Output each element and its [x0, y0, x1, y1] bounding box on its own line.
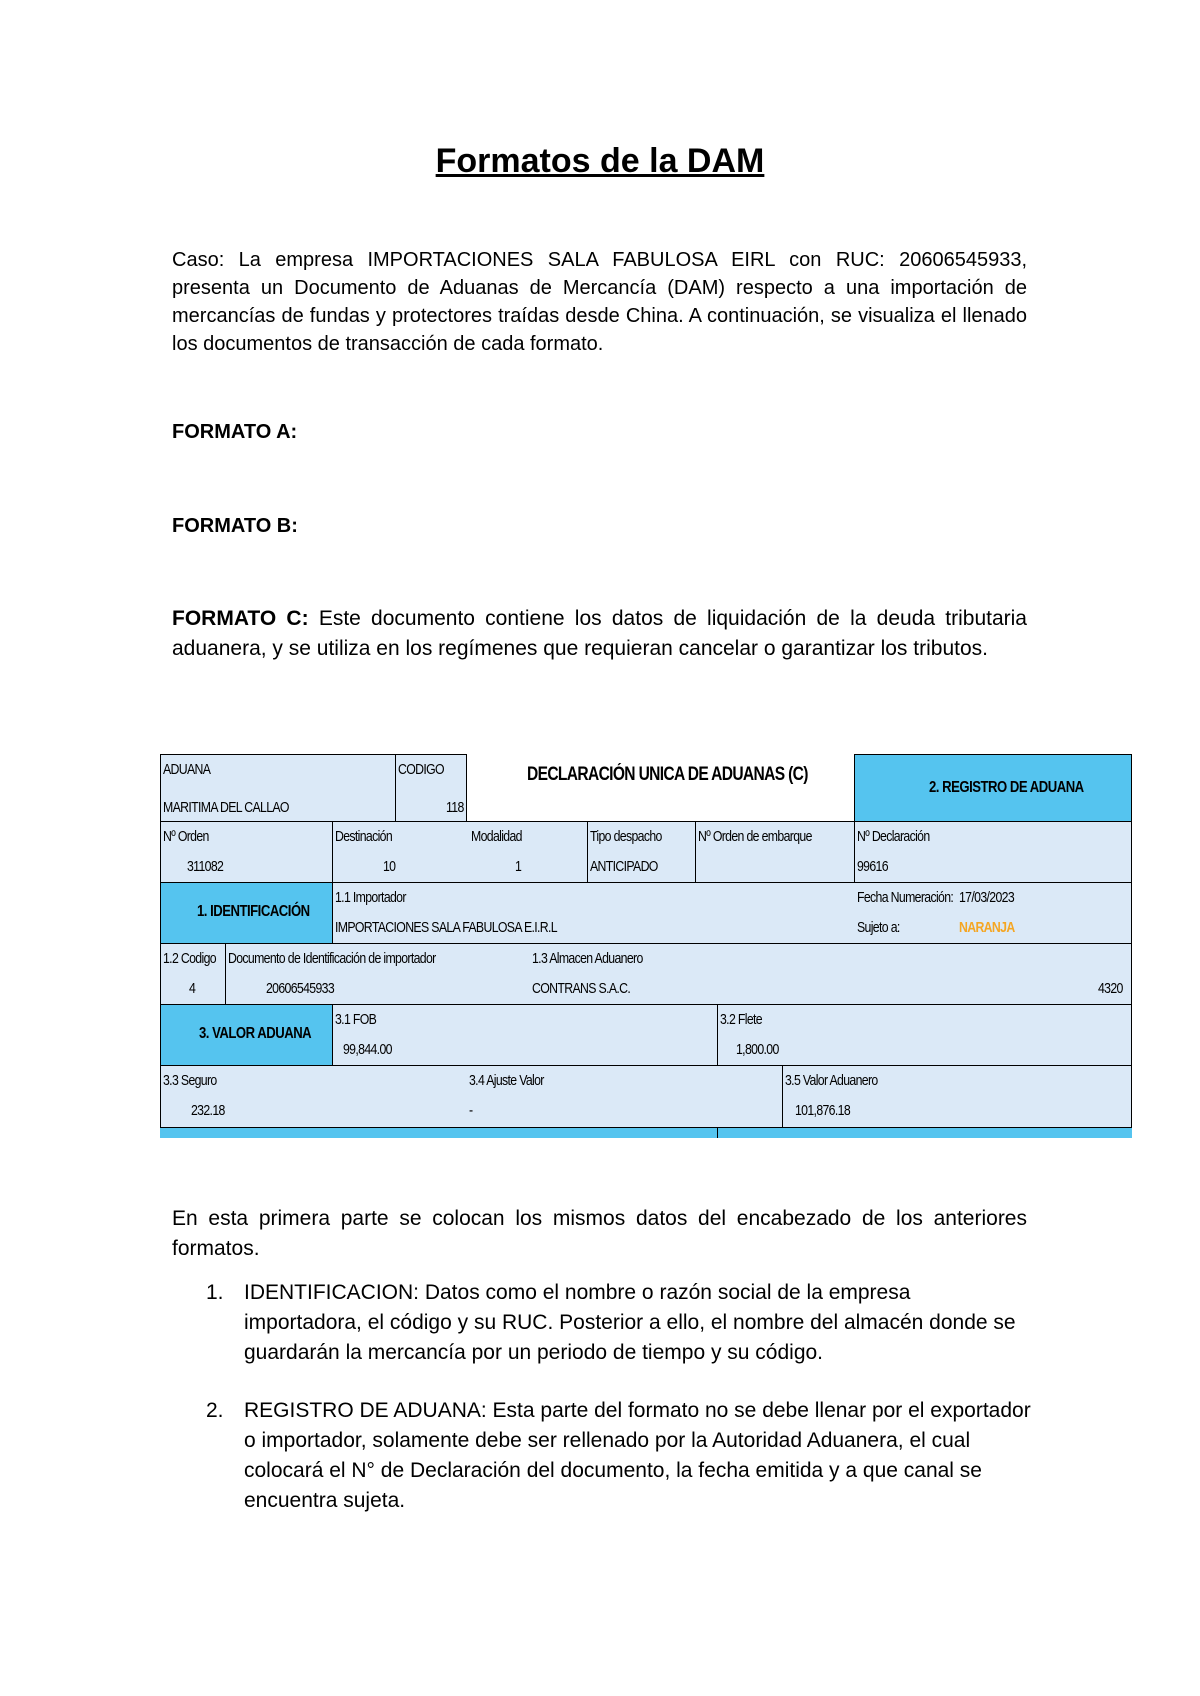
list-item-number: 2. — [206, 1399, 224, 1422]
valor-aduanero-value: 101,876.18 — [795, 1102, 851, 1119]
dam-form-image — [160, 754, 1132, 1138]
orden-label: Nº Orden — [163, 828, 209, 845]
dam-title: DECLARACIÓN UNICA DE ADUANAS (C) — [527, 764, 808, 785]
list-item-text: IDENTIFICACION: Datos como el nombre o razón social de la empresa importadora, el código y su RUC. Posterior a ello, el nombre del almacén donde se guardarán la mercancía por un periodo de tiempo y su código. — [244, 1281, 1016, 1364]
valor-aduanero-label: 3.5 Valor Aduanero — [785, 1072, 878, 1089]
modalidad-label: Modalidad — [471, 828, 522, 845]
seguro-label: 3.3 Seguro — [163, 1072, 217, 1089]
codigo12-label: 1.2 Codigo — [163, 950, 216, 967]
flete-cell — [717, 1004, 1132, 1066]
importador-cell — [332, 882, 1132, 944]
valor-aduana-label: 3. VALOR ADUANA — [199, 1025, 312, 1042]
flete-label: 3.2 Flete — [720, 1011, 762, 1028]
after-form-paragraph: En esta primera parte se colocan los mismos datos del encabezado de los anteriores formatos. — [172, 1207, 1027, 1260]
fecha-value: 17/03/2023 — [959, 889, 1015, 906]
codigo12-cell — [160, 943, 226, 1005]
declaracion-value: 99616 — [857, 858, 888, 875]
aduana-value: MARITIMA DEL CALLAO — [163, 799, 289, 816]
formato-b-heading: FORMATO B: — [172, 515, 298, 537]
seguro-value: 232.18 — [191, 1102, 225, 1119]
list-item — [172, 1278, 1032, 1368]
ajuste-label: 3.4 Ajuste Valor — [469, 1072, 544, 1089]
destinacion-label: Destinación — [335, 828, 393, 845]
form-bottom-divider — [717, 1128, 718, 1138]
fob-value: 99,844.00 — [343, 1041, 392, 1058]
doc-id-value: 20606545933 — [266, 980, 335, 997]
identificacion-label: 1. IDENTIFICACIÓN — [197, 903, 310, 920]
destinacion-value: 10 — [383, 858, 396, 875]
declaracion-label: Nº Declaración — [857, 828, 930, 845]
valor-aduana-cell — [160, 1004, 333, 1066]
codigo-label: CODIGO — [398, 761, 444, 778]
tipo-despacho-cell — [587, 821, 696, 883]
fecha-label: Fecha Numeración: — [857, 889, 954, 906]
intro-paragraph: Caso: La empresa IMPORTACIONES SALA FABULOSA EIRL con RUC: 20606545933, presenta un Documento de Aduanas de Mercancía (DAM) respecto a una importación de mercancías de fundas y protectores traídas desde China. A continuación, se visualiza el llenado los documentos de transacción de cada formato. — [172, 249, 1027, 355]
valor-aduanero-cell — [782, 1065, 1132, 1128]
orden-embarque-cell — [695, 821, 855, 883]
fob-label: 3.1 FOB — [335, 1011, 377, 1028]
destinacion-cell — [332, 821, 588, 883]
modalidad-value: 1 — [515, 858, 522, 875]
importador-label: 1.1 Importador — [335, 889, 406, 906]
declaracion-cell — [854, 821, 1132, 883]
list-item — [172, 1396, 1032, 1516]
orden-value: 311082 — [187, 858, 224, 875]
identificacion-cell — [160, 882, 333, 944]
fob-cell — [332, 1004, 718, 1066]
sujeto-value: NARANJA — [959, 919, 1015, 936]
almacen-code: 4320 — [1098, 980, 1123, 997]
sujeto-label: Sujeto a: — [857, 919, 900, 936]
orden-cell — [160, 821, 333, 883]
registro-aduana-label: 2. REGISTRO DE ADUANA — [929, 779, 1084, 796]
seguro-cell — [160, 1065, 783, 1128]
orden-embarque-label: Nº Orden de embarque — [698, 828, 812, 845]
flete-value: 1,800.00 — [736, 1041, 779, 1058]
list-item-number: 1. — [206, 1281, 224, 1304]
list-item-text: REGISTRO DE ADUANA: Esta parte del formato no se debe llenar por el exportador o importador, solamente debe ser rellenado por la Autoridad Aduanera, el cual colocará el N° de Declaración del documento, la fecha emitida y a que canal se encuentra sujeta. — [244, 1399, 1031, 1512]
aduana-cell — [160, 754, 396, 822]
doc-id-label: Documento de Identificación de importador — [228, 950, 436, 967]
formato-c-text: Este documento contiene los datos de liquidación de la deuda tributaria aduanera, y se utiliza en los regímenes que requieran cancelar o garantizar los tributos. — [172, 607, 1027, 660]
form-bottom-bar — [160, 1128, 1132, 1138]
codigo-value: 118 — [446, 799, 464, 816]
registro-aduana-cell — [854, 754, 1132, 822]
codigo-cell — [395, 754, 467, 822]
codigo12-value: 4 — [189, 980, 196, 997]
formato-a-heading: FORMATO A: — [172, 421, 298, 443]
ajuste-value: - — [469, 1102, 473, 1119]
importador-value: IMPORTACIONES SALA FABULOSA E.I.R.L — [335, 919, 557, 936]
page-title: Formatos de la DAM — [435, 142, 765, 180]
almacen-label: 1.3 Almacen Aduanero — [532, 950, 643, 967]
aduana-label: ADUANA — [163, 761, 211, 778]
formato-c-label: FORMATO C: — [172, 607, 309, 630]
tipo-despacho-label: Tipo despacho — [590, 828, 662, 845]
tipo-despacho-value: ANTICIPADO — [590, 858, 658, 875]
formato-c-paragraph — [172, 604, 1027, 664]
dam-title-cell — [467, 754, 855, 822]
explanation-list — [172, 1278, 1032, 1516]
doc-id-cell — [225, 943, 1132, 1005]
almacen-value: CONTRANS S.A.C. — [532, 980, 631, 997]
